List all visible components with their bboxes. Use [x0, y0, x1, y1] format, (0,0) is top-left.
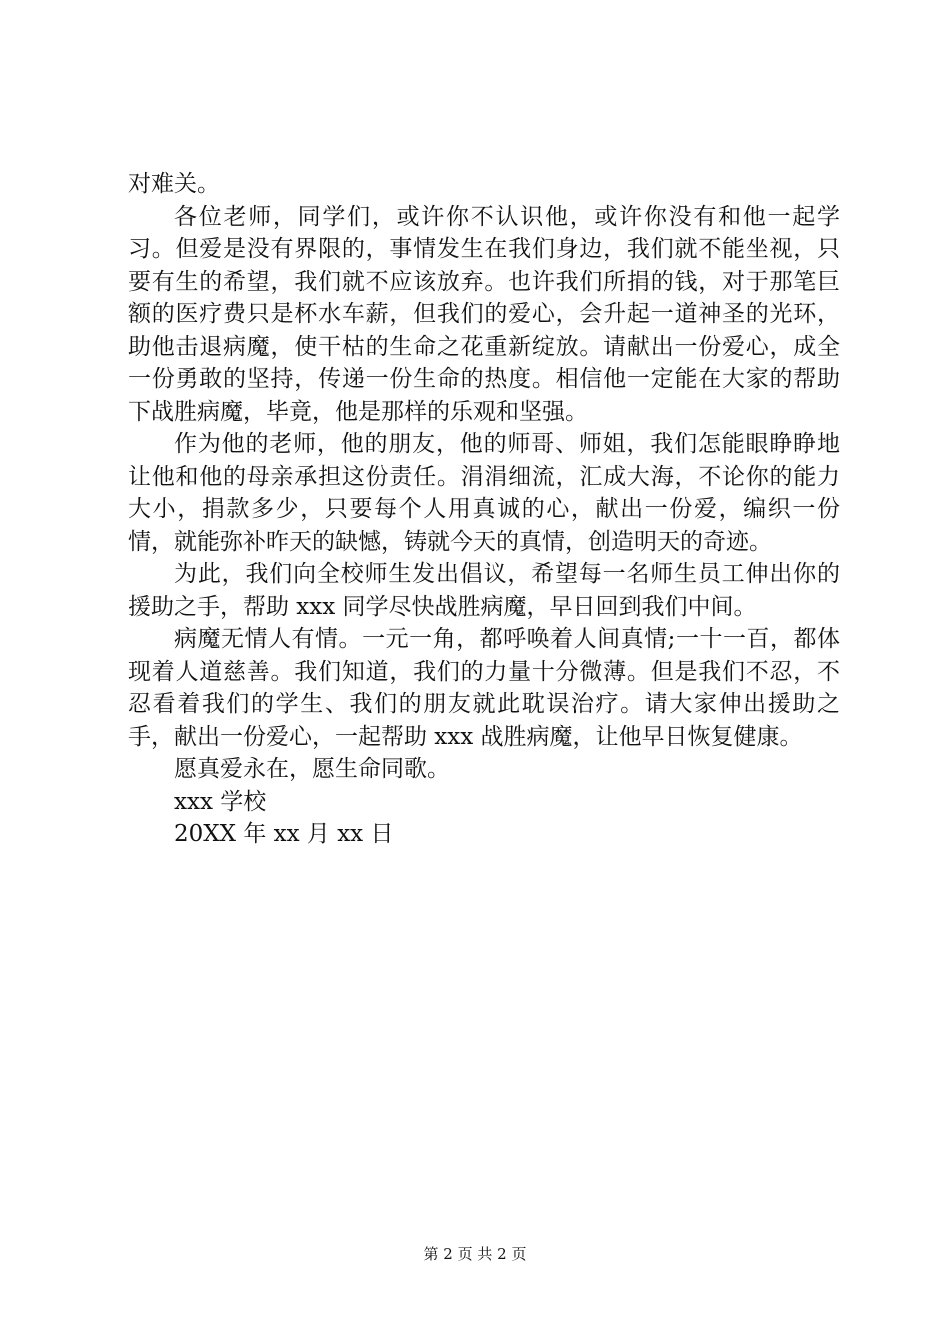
paragraph: 病魔无情人有情。一元一角，都呼唤着人间真情;一十一百，都体现着人道慈善。我们知道，我们的力量十分微薄。但是我们不忍，不忍看着我们的学生、我们的朋友就此耽误治疗。请大家伸出援助之手，献出一份爱心，一起帮助 xxx 战胜病魔，让他早日恢复健康。 [128, 626, 840, 750]
paragraph: 各位老师，同学们，或许你不认识他，或许你没有和他一起学习。但爱是没有界限的，事情发生在我们身边，我们就不能坐视，只要有生的希望，我们就不应该放弃。也许我们所捐的钱，对于那笔巨额的医疗费只是杯水车薪，但我们的爱心，会升起一道神圣的光环，助他击退病魔，使干枯的生命之花重新绽放。请献出一份爱心，成全一份勇敢的坚持，传递一份生命的热度。相信他一定能在大家的帮助下战胜病魔，毕竟，他是那样的乐观和坚强。 [128, 203, 840, 425]
closing-line: 愿真爱永在，愿生命同歌。 [174, 756, 450, 782]
signature: xxx 学校 [174, 788, 267, 815]
page-number: 第 2 页 共 2 页 [423, 1245, 527, 1263]
document-body [128, 168, 840, 851]
paragraph: 作为他的老师，他的朋友，他的师哥、师姐，我们怎能眼睁睁地让他和他的母亲承担这份责任。涓涓细流，汇成大海，不论你的能力大小，捐款多少，只要每个人用真诚的心，献出一份爱，编织一份情，就能弥补昨天的缺憾，铸就今天的真情，创造明天的奇迹。 [128, 431, 840, 555]
paragraph-continued: 对难关。 [128, 171, 220, 197]
page-footer [0, 1244, 950, 1264]
paragraph: 为此，我们向全校师生发出倡议，希望每一名师生员工伸出你的援助之手，帮助 xxx 同学尽快战胜病魔，早日回到我们中间。 [128, 561, 840, 620]
date: 20XX 年 xx 月 xx 日 [174, 821, 394, 847]
